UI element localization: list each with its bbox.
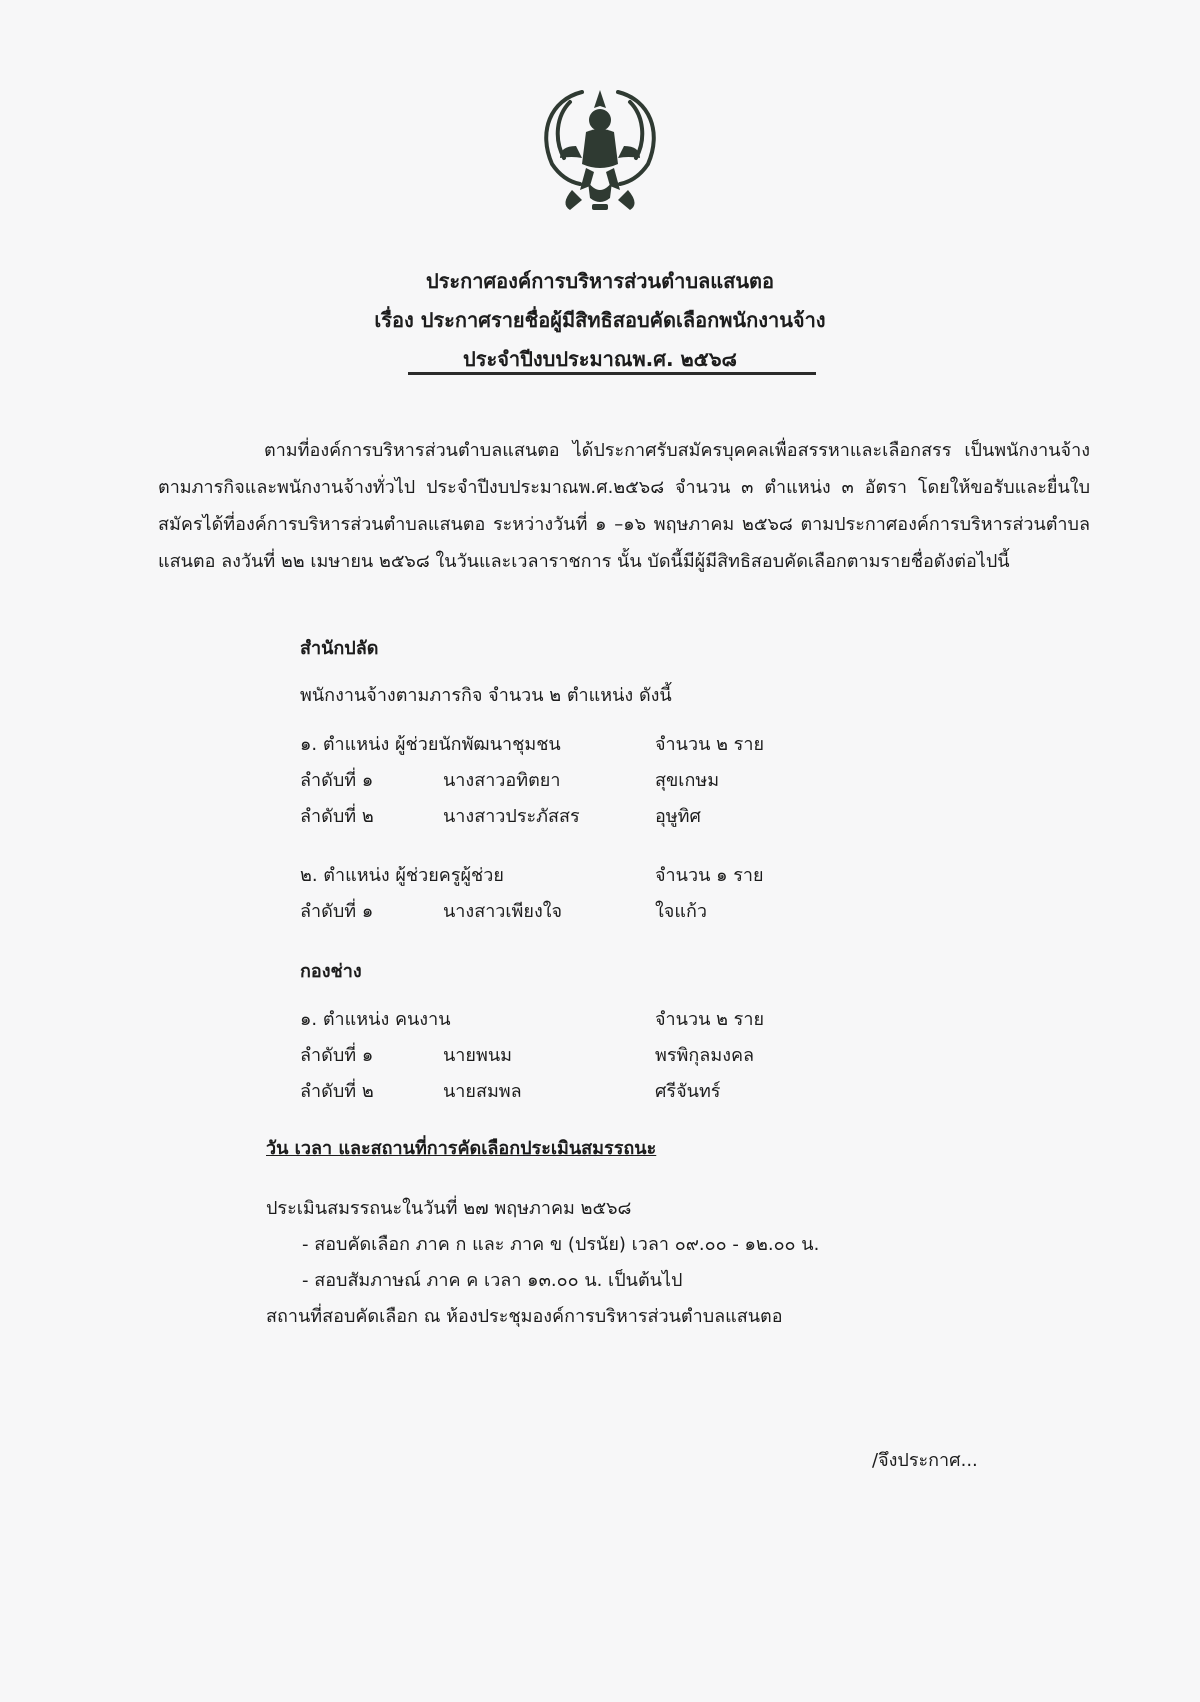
exam-item-interview: - สอบสัมภาษณ์ ภาค ค เวลา ๑๓.๐๐ น. เป็นต้นไป [302,1270,683,1291]
position-title: ๑. ตำแหน่ง ผู้ช่วยนักพัฒนาชุมชน [300,734,561,755]
office-subheading: พนักงานจ้างตามภารกิจ จำนวน ๒ ตำแหน่ง ดังนี้ [300,685,672,706]
candidate-first-name: นางสาวอทิตยา [443,770,561,791]
section-heading-works: กองช่าง [300,961,362,982]
announcement-title [0,262,1200,379]
candidate-last-name: ศรีจันทร์ [655,1081,721,1102]
schedule-heading: วัน เวลา และสถานที่การคัดเลือกประเมินสมรรถนะ [266,1138,657,1159]
candidate-rank: ลำดับที่ ๒ [300,1081,374,1102]
position-count: จำนวน ๒ ราย [655,1009,765,1030]
position-count: จำนวน ๒ ราย [655,734,765,755]
position-count: จำนวน ๑ ราย [655,865,764,886]
candidate-last-name: สุขเกษม [655,770,720,791]
candidate-rank: ลำดับที่ ๑ [300,770,374,791]
candidate-rank: ลำดับที่ ๑ [300,1045,374,1066]
position-title: ๒. ตำแหน่ง ผู้ช่วยครูผู้ช่วย [300,865,504,886]
candidate-first-name: นายสมพล [443,1081,522,1102]
candidate-rank: ลำดับที่ ๑ [300,901,374,922]
assessment-date-line: ประเมินสมรรถนะในวันที่ ๒๗ พฤษภาคม ๒๕๖๘ [266,1198,632,1219]
exam-item-written: - สอบคัดเลือก ภาค ก และ ภาค ข (ปรนัย) เวลา ๐๙.๐๐ - ๑๒.๐๐ น. [302,1234,820,1255]
title-underline-divider [408,372,816,375]
candidate-rank: ลำดับที่ ๒ [300,806,374,827]
candidate-first-name: นางสาวประภัสสร [443,806,580,827]
candidate-last-name: ใจแก้ว [655,901,707,922]
intro-text: ตามที่องค์การบริหารส่วนตำบลแสนตอ ได้ประกาศรับสมัครบุคคลเพื่อสรรหาและเลือกสรร เป็นพนักงานจ้างตามภารกิจและพนักงานจ้างทั่วไป ประจำปีงบประมาณพ.ศ.๒๕๖๘ จำนวน ๓ ตำแหน่ง ๓ อัตรา โดยให้ขอรับและยื่นใบสมัครได้ที่องค์การบริหารส่วนตำบลแสนตอ ระหว่างวันที่ ๑ –๑๖ พฤษภาคม ๒๕๖๘ ตามประกาศองค์การบริหารส่วนตำบลแสนตอ ลงวันที่ ๒๒ เมษายน ๒๕๖๘ ในวันและเวลาราชการ นั้น บัดนี้มีผู้มีสิทธิสอบคัดเลือกตามรายชื่อดังต่อไปนี้ [158,440,1090,572]
candidate-first-name: นางสาวเพียงใจ [443,901,563,922]
title-line-1: ประกาศองค์การบริหารส่วนตำบลแสนตอ [425,269,775,293]
continuation-note: /จึงประกาศ... [872,1450,978,1471]
section-heading-office: สำนักปลัด [300,638,379,659]
position-title: ๑. ตำแหน่ง คนงาน [300,1009,451,1030]
intro-paragraph [158,432,1090,580]
title-line-3: ประจำปีงบประมาณพ.ศ. ๒๕๖๘ [463,347,737,371]
exam-venue-line: สถานที่สอบคัดเลือก ณ ห้องประชุมองค์การบริหารส่วนตำบลแสนตอ [266,1306,783,1327]
title-line-2: เรื่อง ประกาศรายชื่อผู้มีสิทธิสอบคัดเลือกพนักงานจ้าง [374,308,826,332]
candidate-last-name: อุษูทิศ [655,806,701,827]
garuda-emblem-icon [520,72,680,232]
candidate-first-name: นายพนม [443,1045,512,1066]
candidate-last-name: พรพิกุลมงคล [655,1045,755,1066]
